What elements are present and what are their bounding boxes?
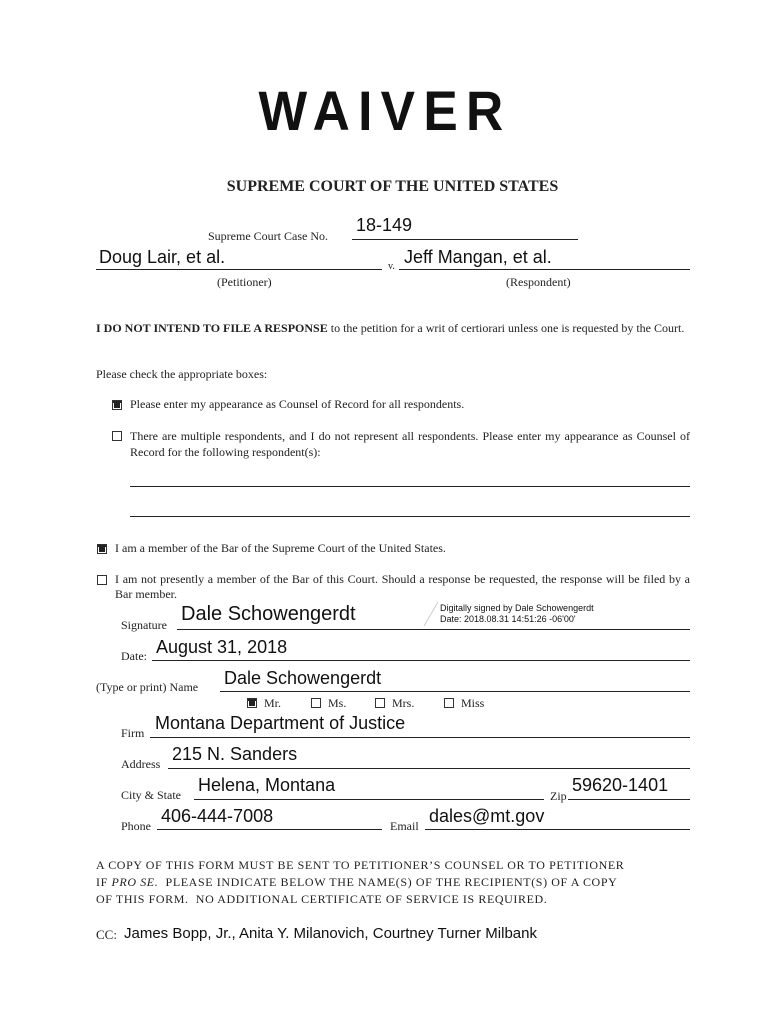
signature-label: Signature [121,618,167,632]
notice-line-2a: IF [96,875,112,889]
firm-value[interactable]: Montana Department of Justice [155,713,406,733]
firm-line [150,737,690,738]
notice-line-3: OF THIS FORM. NO ADDITIONAL CERTIFICATE OF SERVICE IS REQUIRED. [96,892,548,906]
title-miss-label: Miss [461,696,485,710]
bar-member-checkbox[interactable] [97,544,107,554]
signature-value[interactable]: Dale Schowengerdt [181,603,356,625]
notice-line-1: A COPY OF THIS FORM MUST BE SENT TO PETITIONER’S COUNSEL OR TO PETITIONER [96,858,625,872]
cc-value[interactable]: James Bopp, Jr., Anita Y. Milanovich, Courtney Turner Milbank [124,925,537,942]
court-name: SUPREME COURT OF THE UNITED STATES [226,178,559,195]
name-label: (Type or print) Name [96,680,199,694]
notice-text [96,857,696,908]
title-miss-checkbox[interactable] [444,698,454,708]
instructions: Please check the appropriate boxes: [96,367,268,381]
email-label: Email [390,819,419,833]
title-mrs-label: Mrs. [392,696,415,710]
title-mr-label: Mr. [264,696,282,710]
not-member-checkbox[interactable] [97,575,107,585]
cc-label: CC: [96,927,117,942]
bar-member-label: I am a member of the Bar of the Supreme Court of the United States. [115,541,446,555]
respondent-value[interactable]: Jeff Mangan, et al. [404,247,552,267]
zip-line [568,799,690,800]
intro-rest: to the petition for a writ of certiorari unless one is requested by the Court. [327,321,685,335]
appearance-all-label: Please enter my appearance as Counsel of Record for all respondents. [130,397,465,411]
name-value[interactable]: Dale Schowengerdt [224,668,382,688]
city-state-value[interactable]: Helena, Montana [198,775,336,795]
notice-pro-se: PRO SE. [111,875,159,889]
appearance-all-checkbox[interactable] [112,400,122,410]
title-ms-checkbox[interactable] [311,698,321,708]
case-no-line [352,239,578,240]
notice-line-2c: PLEASE INDICATE BELOW THE NAME(S) OF THE RECIPIENT(S) OF A COPY [158,875,618,889]
notice-line-2 [96,874,696,891]
multiple-respondents-checkbox[interactable] [112,431,122,441]
address-label: Address [121,757,161,771]
city-state-label: City & State [121,788,181,802]
signature-line [177,629,690,630]
respondent-list-line-1 [130,486,690,487]
digital-signature-line2: Date: 2018.08.31 14:51:26 -06'00' [440,614,576,624]
email-value[interactable]: dales@mt.gov [429,806,545,826]
phone-value[interactable]: 406-444-7008 [161,806,274,826]
date-value[interactable]: August 31, 2018 [156,637,288,657]
respondent-line [399,269,690,270]
case-no-value[interactable]: 18-149 [356,215,413,235]
multiple-respondents-label: There are multiple respondents, and I do not represent all respondents. Please enter my appearance as Counsel of Record for the following respondent(s): [130,429,690,459]
petitioner-value[interactable]: Doug Lair, et al. [99,247,226,267]
signature-mark-icon [420,600,442,630]
form-title: WAIVER [258,79,512,142]
email-line [425,829,690,830]
petitioner-line [96,269,382,270]
phone-line [157,829,382,830]
respondent-list-line-2 [130,516,690,517]
firm-label: Firm [121,726,145,740]
date-line [152,660,690,661]
case-no-label: Supreme Court Case No. [208,229,328,243]
respondent-caption: (Respondent) [506,275,571,289]
petitioner-caption: (Petitioner) [217,275,272,289]
address-line [168,768,690,769]
zip-value[interactable]: 59620-1401 [572,775,669,795]
address-value[interactable]: 215 N. Sanders [172,744,298,764]
title-mrs-checkbox[interactable] [375,698,385,708]
digital-signature-line1: Digitally signed by Dale Schowengerdt [440,603,594,613]
name-line [220,691,690,692]
zip-label: Zip [550,789,567,803]
phone-label: Phone [121,819,151,833]
versus-label: v. [388,261,395,272]
intro-paragraph [96,320,692,336]
not-member-label: I am not presently a member of the Bar of this Court. Should a response be requested, the response will be filed by a Bar member. [115,572,690,601]
date-label: Date: [121,649,147,663]
digital-signature-stamp [440,603,594,625]
title-mr-checkbox[interactable] [247,698,257,708]
title-ms-label: Ms. [328,696,347,710]
intro-bold: I DO NOT INTEND TO FILE A RESPONSE [96,321,328,335]
city-state-line [194,799,544,800]
